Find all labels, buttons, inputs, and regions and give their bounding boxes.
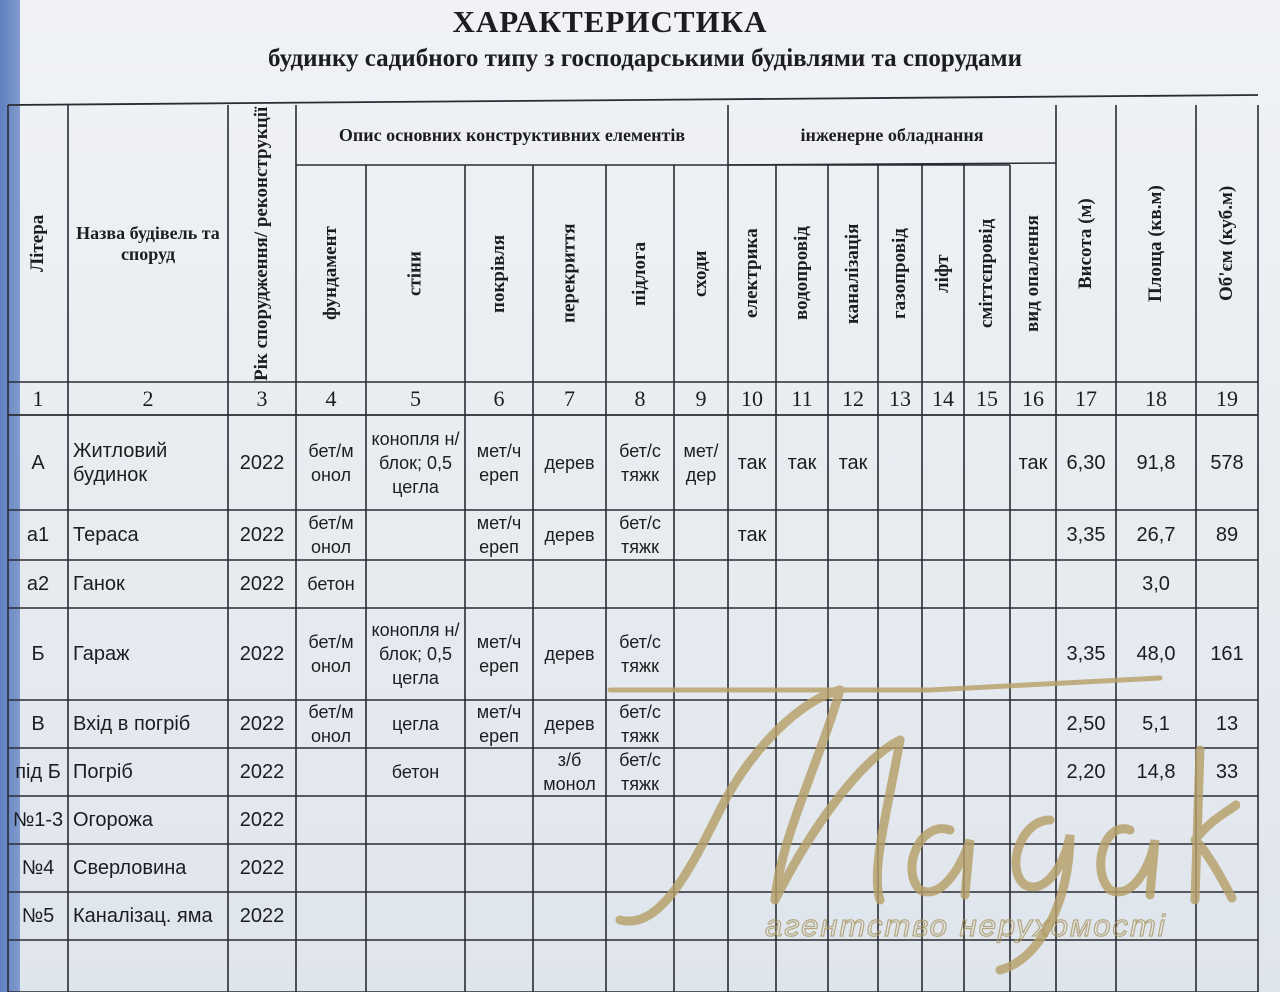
table-cell-r8-c3: 2022: [239, 857, 285, 879]
table-cell-r4-c3: 2022: [239, 643, 285, 665]
table-cell-r2-c8: бет/с тяжк: [619, 513, 661, 557]
table-cell-r2-c2: Тераса: [73, 524, 139, 546]
column-header-19: Об'єм (куб.м): [1216, 185, 1237, 302]
table-cell-r1-c9: мет/ дер: [683, 440, 719, 485]
table-cell-r6-c17: 2,20: [1066, 761, 1106, 783]
table-cell-r4-c17: 3,35: [1066, 643, 1106, 665]
table-cell-r9-c1: №5: [21, 905, 55, 927]
table-cell-r4-c6: мет/ч ереп: [476, 632, 522, 676]
table-cell-r5-c17: 2,50: [1066, 713, 1106, 735]
table-cell-r1-c2: Житловий будинок: [73, 439, 168, 486]
table-cell-r5-c6: мет/ч ереп: [476, 702, 522, 746]
table-cell-r2-c3: 2022: [239, 524, 285, 546]
column-number-19: 19: [1216, 385, 1238, 411]
table-cell-r6-c19: 33: [1215, 761, 1239, 783]
table-cell-r4-c4: бет/м онол: [308, 632, 354, 676]
table-cell-r7-c1: №1-3: [12, 809, 64, 831]
table-cell-r1-c19: 578: [1210, 451, 1244, 474]
table-cell-r1-c6: мет/ч ереп: [476, 440, 522, 485]
column-number-12: 12: [842, 385, 864, 411]
table-cell-r2-c6: мет/ч ереп: [476, 513, 522, 557]
table-cell-r1-c10: так: [737, 451, 767, 474]
table-cell-r6-c3: 2022: [239, 761, 285, 783]
table-cell-r3-c4: бетон: [307, 574, 355, 594]
group-header-structure: Опис основних конструктивних елементів: [338, 124, 686, 145]
table-cell-r5-c7: дерев: [544, 714, 595, 734]
column-header-16: вид опалення: [1022, 215, 1043, 332]
table-cell-r9-c2: Каналізац. яма: [73, 905, 213, 927]
table-cell-r2-c7: дерев: [544, 525, 595, 545]
table-cell-r5-c19: 13: [1215, 713, 1239, 735]
column-number-3: 3: [256, 385, 268, 411]
column-number-5: 5: [410, 385, 421, 411]
table-cell-r4-c19: 161: [1210, 643, 1244, 665]
column-number-15: 15: [976, 385, 998, 411]
table-cell-r5-c8: бет/с тяжк: [619, 702, 661, 746]
column-header-14: ліфт: [932, 254, 953, 293]
table-cell-r1-c8: бет/с тяжк: [619, 440, 661, 485]
table-cell-r4-c8: бет/с тяжк: [619, 632, 661, 676]
table-cell-r2-c18: 26,7: [1136, 524, 1176, 546]
table-cell-r6-c18: 14,8: [1136, 761, 1176, 783]
column-number-13: 13: [889, 385, 911, 411]
table-cell-r7-c2: Огорожа: [73, 809, 154, 831]
column-number-18: 18: [1145, 385, 1167, 411]
column-header-6: покрівля: [488, 234, 509, 313]
table-cell-r6-c2: Погріб: [73, 761, 133, 783]
group-header-engineering: інженерне обладнання: [800, 124, 984, 145]
column-number-14: 14: [932, 385, 954, 411]
table-cell-r4-c5: конопля н/блок; 0,5 цегла: [371, 620, 460, 688]
table-cell-r1-c3: 2022: [239, 451, 285, 474]
watermark-tagline: агентство нерухомості: [765, 908, 1167, 943]
column-number-11: 11: [791, 385, 813, 411]
table-cell-r5-c2: Вхід в погріб: [73, 713, 191, 735]
table-cell-r1-c17: 6,30: [1066, 451, 1106, 474]
table-cell-r9-c3: 2022: [239, 905, 285, 927]
table-cell-r7-c3: 2022: [239, 809, 285, 831]
document-title: ХАРАКТЕРИСТИКА: [452, 4, 768, 39]
column-header-11: водопровід: [791, 226, 812, 321]
table-cell-r5-c3: 2022: [239, 713, 285, 735]
table-cell-r1-c7: дерев: [544, 452, 595, 473]
table-cell-r6-c7: з/б монол: [543, 750, 596, 794]
table-cell-r1-c18: 91,8: [1136, 451, 1176, 474]
column-header-1: Літера: [27, 214, 48, 273]
table-cell-r6-c5: бетон: [391, 762, 440, 782]
table-cell-r1-c4: бет/м онол: [308, 440, 354, 485]
table-cell-r8-c1: №4: [21, 857, 55, 879]
column-number-2: 2: [142, 385, 154, 411]
table-cell-r2-c4: бет/м онол: [308, 513, 354, 557]
table-cell-r3-c3: 2022: [239, 573, 285, 595]
table-cell-r5-c18: 5,1: [1142, 713, 1170, 735]
column-header-17: Висота (м): [1075, 198, 1096, 289]
table-cell-r8-c2: Сверловина: [73, 857, 187, 879]
column-header-12: каналізація: [842, 223, 863, 324]
column-header-13: газопровід: [889, 228, 910, 319]
table-cell-r1-c1: А: [31, 451, 45, 474]
table-cell-r5-c4: бет/м онол: [308, 702, 354, 746]
column-header-8: підлога: [629, 241, 650, 306]
table-cell-r1-c11: так: [787, 451, 817, 474]
table-cell-r5-c5: цегла: [392, 714, 439, 734]
table-cell-r4-c1: Б: [31, 643, 45, 665]
column-number-6: 6: [493, 385, 505, 411]
table-cell-r3-c1: а2: [26, 573, 50, 595]
table-cell-r4-c18: 48,0: [1136, 643, 1176, 665]
table-cell-r4-c2: Гараж: [73, 643, 130, 665]
column-number-9: 9: [695, 385, 707, 411]
column-header-2: Назва будівель та споруд: [76, 222, 220, 264]
column-header-10: електрика: [741, 228, 762, 319]
document-subtitle: будинку садибного типу з господарськими будівлями та спорудами: [268, 45, 1022, 72]
table-cell-r1-c5: конопля н/блок; 0,5 цегла: [371, 428, 460, 497]
column-header-15: сміттєпровід: [976, 218, 997, 329]
column-header-7: перекриття: [558, 223, 580, 324]
table-cell-r4-c7: дерев: [544, 644, 595, 664]
column-number-7: 7: [564, 385, 575, 411]
table-cell-r2-c10: так: [737, 524, 767, 546]
column-header-18: Площа (кв.м): [1145, 185, 1166, 302]
column-number-17: 17: [1075, 385, 1097, 411]
table-cell-r1-c12: так: [838, 451, 868, 474]
column-number-8: 8: [634, 385, 646, 411]
table-cell-r2-c19: 89: [1215, 524, 1239, 546]
column-number-4: 4: [325, 385, 337, 411]
table-cell-r3-c2: Ганок: [73, 573, 125, 595]
table-cell-r6-c8: бет/с тяжк: [619, 750, 661, 794]
column-header-4: фундамент: [320, 226, 341, 321]
table-cell-r6-c1: під Б: [15, 761, 61, 783]
column-header-9: сходи: [690, 250, 711, 297]
column-header-5: стіни: [404, 251, 426, 296]
column-header-3: Рік спорудження/ реконструкції: [251, 106, 272, 381]
grid-line: [8, 95, 1258, 105]
table-cell-r5-c1: В: [31, 713, 45, 735]
table-cell-r3-c18: 3,0: [1142, 573, 1170, 595]
column-number-16: 16: [1022, 385, 1044, 411]
table-cell-r2-c1: а1: [26, 524, 50, 546]
column-number-10: 10: [741, 385, 763, 411]
column-number-1: 1: [32, 385, 44, 411]
table-cell-r1-c16: так: [1018, 451, 1048, 474]
table-cell-r2-c17: 3,35: [1066, 524, 1106, 546]
